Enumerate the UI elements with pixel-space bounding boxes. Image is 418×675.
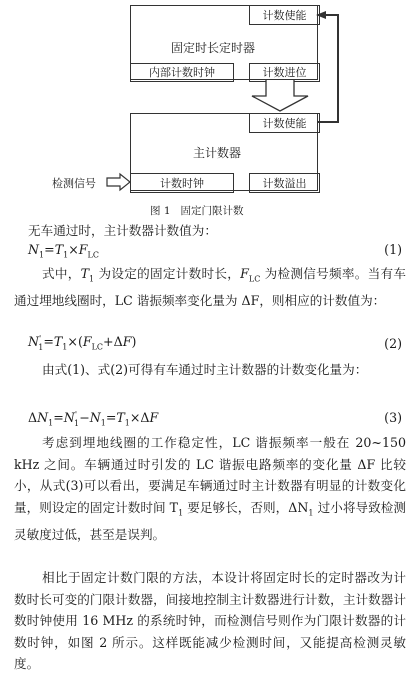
overflow-cell: 计数溢出 [249, 173, 320, 193]
para-2-c: 为检测信号频率。当有车通过埋地线圈时，LC 谐振频率变化量为 ΔF，则相应的计数值为： [14, 266, 407, 309]
feedback-arrows [0, 0, 418, 200]
equation-3: $\Delta N_1=N'_1-N_1=T_1\times\Delta F$ [28, 410, 159, 428]
clock-cell: 计数时钟 [130, 173, 234, 193]
equation-2-number: (2) [384, 336, 402, 351]
para-4-a: 考虑到埋地线圈的工作稳定性，LC 谐振频率一般在 20~150 kHz 之间。车辆通过时引发的 LC 谐振电路频率的变化量 ΔF 比较小，从式(3)可以看出，要满足车辆通过时主计数器有明显的计数变化量，则设定的固定计数时间 T [14, 435, 406, 515]
para-2-a: 式中， [42, 266, 81, 281]
para-3: 由式(1)、式(2)可得有车通过时主计数器的计数变化量为： [42, 362, 368, 377]
para-4-c: 过小将导致检测灵敏度过低，甚至是误判。 [14, 499, 406, 542]
top-enable-cell: 计数使能 [249, 5, 320, 25]
internal-clock-cell: 内部计数时钟 [130, 63, 234, 82]
carry-cell: 计数进位 [249, 63, 320, 82]
para-2-b: 为设定的固定计数时长， [98, 266, 241, 281]
input-signal-label: 检测信号 [52, 177, 96, 190]
figure-caption: 图 1 固定门限计数 [150, 205, 244, 217]
equation-1: $N_1=T_1\times F_{LC}$ [28, 242, 99, 260]
equation-1-number: (1) [384, 242, 402, 257]
para-4: 考虑到埋地线圈的工作稳定性，LC 谐振频率一般在 20~150 kHz 之间。车辆通过时引发的 LC 谐振电路频率的变化量 ΔF 比较小，从式(3)可以看出，要满足车辆通过时主计数器有明显的计数变化量，则设定的固定计数时间 $T_1$ 要足够长，否则，$\Delta N_1$ 过小将导致检测灵敏度过低，甚至是误判。 [14, 435, 406, 542]
para-5: 相比于固定计数门限的方法，本设计将固定时长的定时器改为计数时长可变的门限计数器，间接地控制主计数器进行计数，主计数器计数时钟使用 16 MHz 的系统时钟，而检测信号则作为门限计数器的计数时钟，如图 2 所示。这样既能减少检测时间，又能提高检测灵敏度。 [14, 570, 406, 671]
equation-2: $N'_1=T_1\times(F_{LC}+\Delta F)$ [28, 334, 137, 352]
para-4-b: 要足够长，否则，ΔN [187, 499, 309, 515]
para-1: 无车通过时，主计数器计数值为： [28, 223, 217, 238]
equation-3-number: (3) [384, 410, 402, 425]
bottom-box-title: 主计数器 [193, 146, 242, 160]
bottom-enable-cell: 计数使能 [249, 113, 320, 133]
top-box-title: 固定时长定时器 [171, 41, 256, 55]
para-2: 式中，$T_1$ 为设定的固定计数时长，$F_{LC}$ 为检测信号频率。当有车通过埋地线圈时，LC 谐振频率变化量为 ΔF，则相应的计数值为： [14, 266, 407, 309]
